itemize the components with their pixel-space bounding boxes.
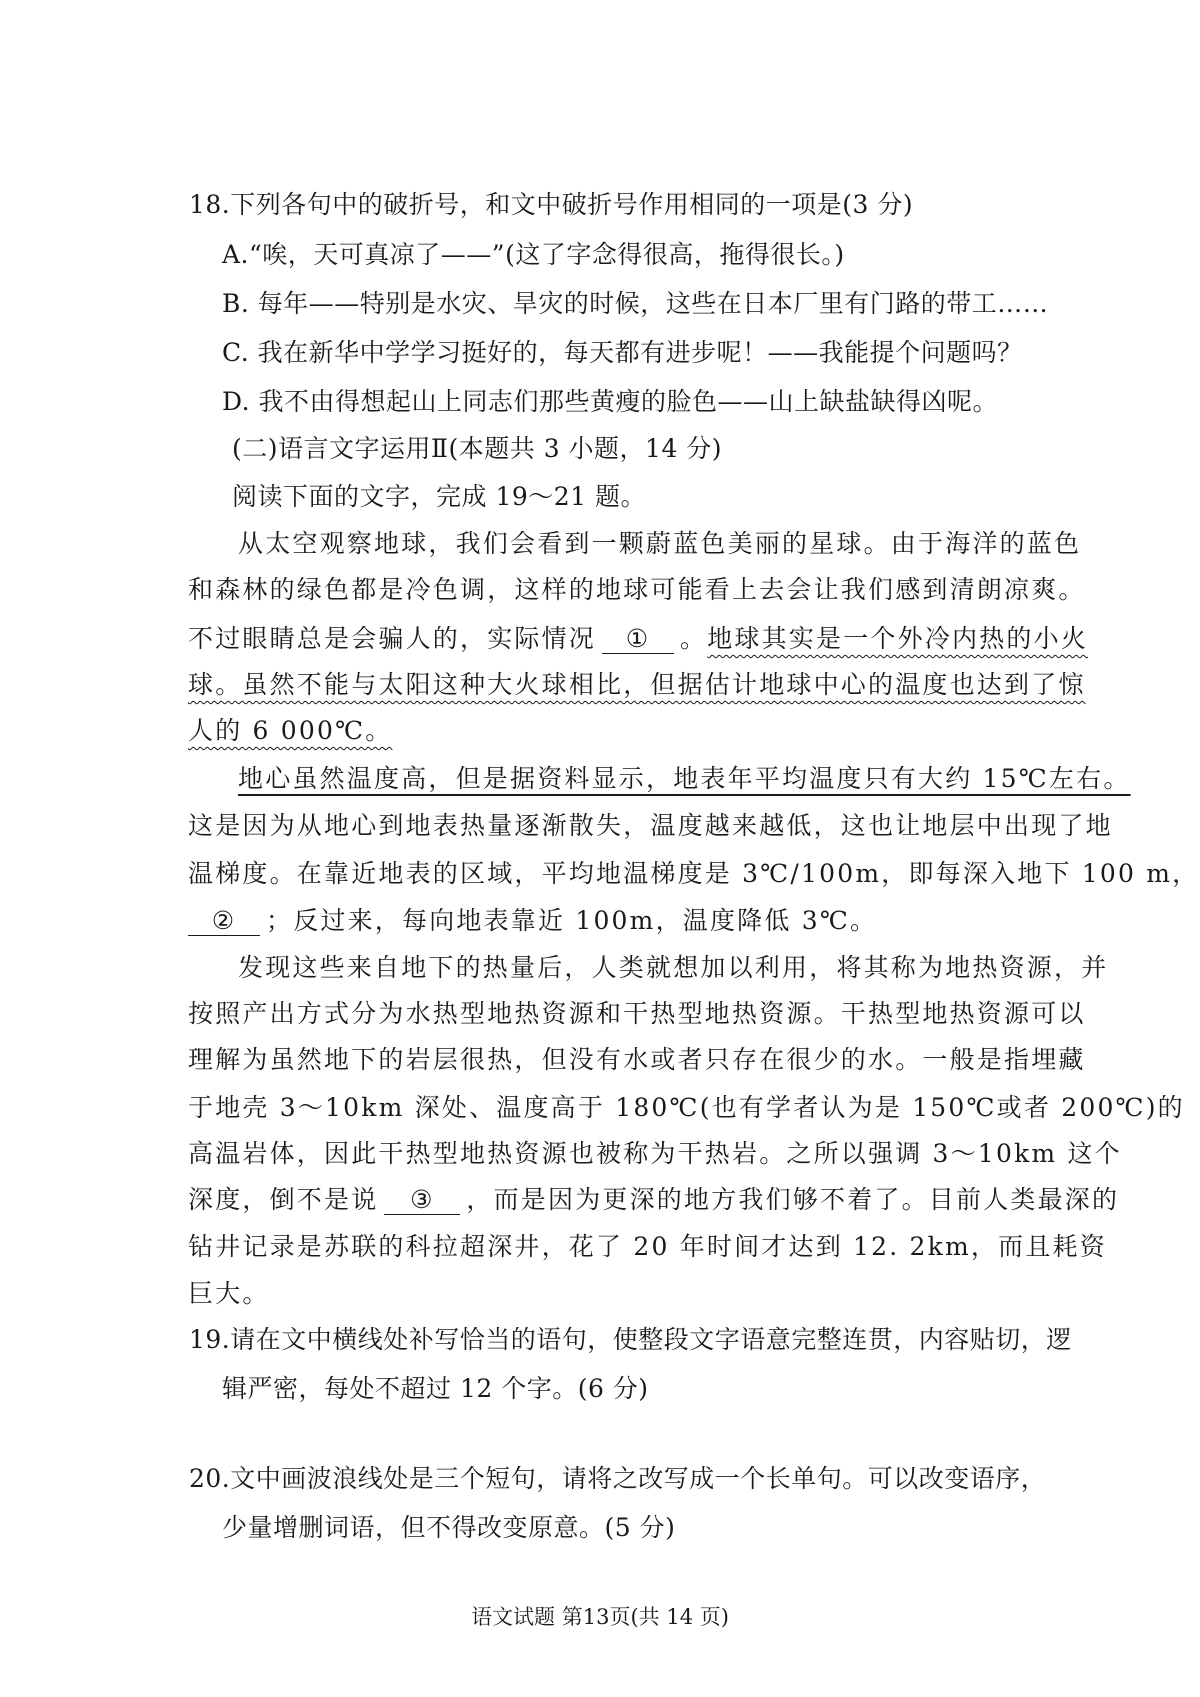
q20-line: 少量增删词语，但不得改变原意。(5 分) [222, 1513, 676, 1542]
section-instruction: 阅读下面的文字，完成 19～21 题。 [232, 482, 647, 511]
passage-line: 于地壳 3～10km 深处、温度高于 180℃(也有学者认为是 150℃或者 200℃)的 [188, 1093, 1185, 1122]
q18-option-b: B. 每年——特别是水灾、旱灾的时候，这些在日本厂里有门路的带工…… [222, 289, 1049, 318]
q18-option-d: D. 我不由得想起山上同志们那些黄瘦的脸色——山上缺盐缺得凶呢。 [222, 387, 999, 416]
passage-line: 温梯度。在靠近地表的区域，平均地温梯度是 3℃/100m，即每深入地下 100 m， [188, 859, 1200, 888]
passage-line [238, 762, 1131, 796]
passage-line: 高温岩体，因此干热型地热资源也被称为干热岩。之所以强调 3～10km 这个 [188, 1139, 1122, 1168]
page-footer: 语文试题 第13页(共 14 页) [471, 1605, 729, 1629]
passage-line: 发现这些来自地下的热量后，人类就想加以利用，将其称为地热资源，并 [238, 953, 1109, 982]
passage-text: ，而是因为更深的地方我们够不着了。目前人类最深的 [466, 1185, 1120, 1214]
wavy-underlined-text: 人的 6 000℃。 [188, 716, 393, 745]
passage-line: 巨大。 [188, 1279, 270, 1308]
passage-line: 钻井记录是苏联的科拉超深井，花了 20 年时间才达到 12. 2km，而且耗资 [188, 1232, 1107, 1261]
passage-line [188, 622, 1088, 656]
underlined-text: 地心虽然温度高，但是据资料显示，地表年平均温度只有大约 15℃左右。 [238, 764, 1131, 793]
passage-text: 不过眼睛总是会骗人的，实际情况 [188, 624, 597, 653]
blank-1[interactable]: ① [602, 625, 674, 654]
passage-text: 深度，倒不是说 [188, 1185, 379, 1214]
wavy-underlined-text: 地球其实是一个外冷内热的小火 [707, 624, 1089, 653]
passage-line: 按照产出方式分为水热型地热资源和干热型地热资源。干热型地热资源可以 [188, 999, 1086, 1028]
passage-text: 。 [680, 624, 708, 653]
passage-line [188, 668, 1086, 702]
passage-line [188, 1183, 1119, 1217]
passage-line [188, 904, 877, 938]
passage-line [188, 714, 392, 748]
q18-option-c: C. 我在新华中学学习挺好的，每天都有进步呢！——我能提个问题吗？ [222, 338, 1023, 367]
q19-line: 辑严密，每处不超过 12 个字。(6 分) [222, 1374, 649, 1403]
passage-line: 和森林的绿色都是冷色调，这样的地球可能看上去会让我们感到清朗凉爽。 [188, 575, 1086, 604]
q18-option-a: A.“唉，天可真凉了——”(这了字念得很高，拖得很长。) [222, 240, 845, 269]
blank-2[interactable]: ② [188, 907, 260, 936]
passage-line: 这是因为从地心到地表热量逐渐散失，温度越来越低，这也让地层中出现了地 [188, 811, 1113, 840]
passage-text: ；反过来，每向地表靠近 100m，温度降低 3℃。 [266, 906, 878, 935]
passage-line: 从太空观察地球，我们会看到一颗蔚蓝色美丽的星球。由于海洋的蓝色 [238, 529, 1082, 558]
blank-3[interactable]: ③ [384, 1186, 460, 1215]
section-title: (二)语言文字运用Ⅱ(本题共 3 小题，14 分) [232, 434, 723, 463]
wavy-underlined-text: 球。虽然不能与太阳这种大火球相比，但据估计地球中心的温度也达到了惊 [188, 670, 1086, 699]
passage-line: 理解为虽然地下的岩层很热，但没有水或者只存在很少的水。一般是指埋藏 [188, 1045, 1086, 1074]
q20-line: 20.文中画波浪线处是三个短句，请将之改写成一个长单句。可以改变语序， [189, 1464, 1047, 1493]
q18-stem: 18.下列各句中的破折号，和文中破折号作用相同的一项是(3 分) [189, 190, 914, 219]
q19-line: 19.请在文中横线处补写恰当的语句，使整段文字语意完整连贯，内容贴切，逻 [189, 1325, 1072, 1354]
